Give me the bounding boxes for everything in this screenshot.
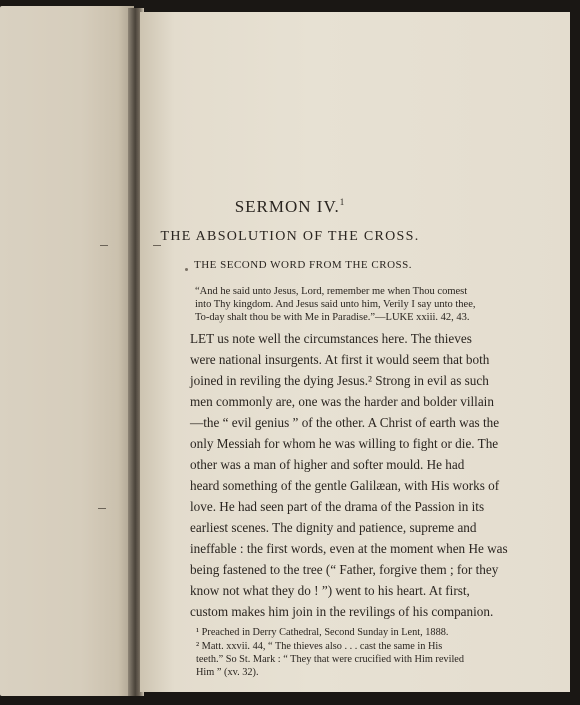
body-line: joined in reviling the dying Jesus.² Strong in evil as such xyxy=(190,373,489,388)
margin-mark xyxy=(98,508,106,509)
margin-mark xyxy=(153,245,161,246)
body-line: were national insurgents. At first it would seem that both xyxy=(190,352,490,367)
margin-mark xyxy=(100,245,108,246)
body-line: men commonly are, one was the harder and bolder villain xyxy=(190,394,494,409)
epigraph-line: into Thy kingdom. And Jesus said unto him, Verily I say unto thee, xyxy=(195,299,476,310)
body-line: only Messiah for whom he was willing to fight or die. The xyxy=(190,436,499,451)
footnote-line: teeth.” So St. Mark : “ They that were crucified with Him reviled xyxy=(196,654,465,665)
body-line: heard something of the gentle Galilæan, with His works of xyxy=(190,478,500,493)
footnote-mark: 1 xyxy=(339,197,346,207)
sermon-title: SERMON IV.$^1$ xyxy=(234,197,346,216)
body-line: LET us note well the circumstances here. The thieves xyxy=(190,331,472,346)
footnote-line: Him ” (xv. 32). xyxy=(196,667,259,678)
left-page xyxy=(0,6,134,696)
body-line: being fastened to the tree (“ Father, forgive them ; for they xyxy=(190,562,499,577)
body-line: love. He had seen part of the drama of the Passion in its xyxy=(190,499,485,514)
chapter-subtitle: THE SECOND WORD FROM THE CROSS. xyxy=(193,259,412,271)
epigraph-line: To-day shalt thou be with Me in Paradise.”—LUKE xxiii. 42, 43. xyxy=(195,312,470,323)
body-line: custom makes him join in the revilings of his companion. xyxy=(190,604,494,619)
footnote-line: ² Matt. xxvii. 44, “ The thieves also . . . cast the same in His xyxy=(196,641,443,652)
epigraph-line: “And he said unto Jesus, Lord, remember me when Thou comest xyxy=(195,286,468,297)
body-line: know not what they do ! ”) went to his heart. At first, xyxy=(190,583,470,598)
body-line: ineffable : the first words, even at the moment when He was xyxy=(190,541,508,556)
body-line: other was a man of higher and softer mould. He had xyxy=(190,457,465,472)
footnote-line: ¹ Preached in Derry Cathedral, Second Sunday in Lent, 1888. xyxy=(196,627,449,638)
body-line: —the “ evil genius ” of the other. A Christ of earth was the xyxy=(190,415,500,430)
body-line: earliest scenes. The dignity and patience, supreme and xyxy=(190,520,477,535)
chapter-title: THE ABSOLUTION OF THE CROSS. xyxy=(160,229,420,244)
